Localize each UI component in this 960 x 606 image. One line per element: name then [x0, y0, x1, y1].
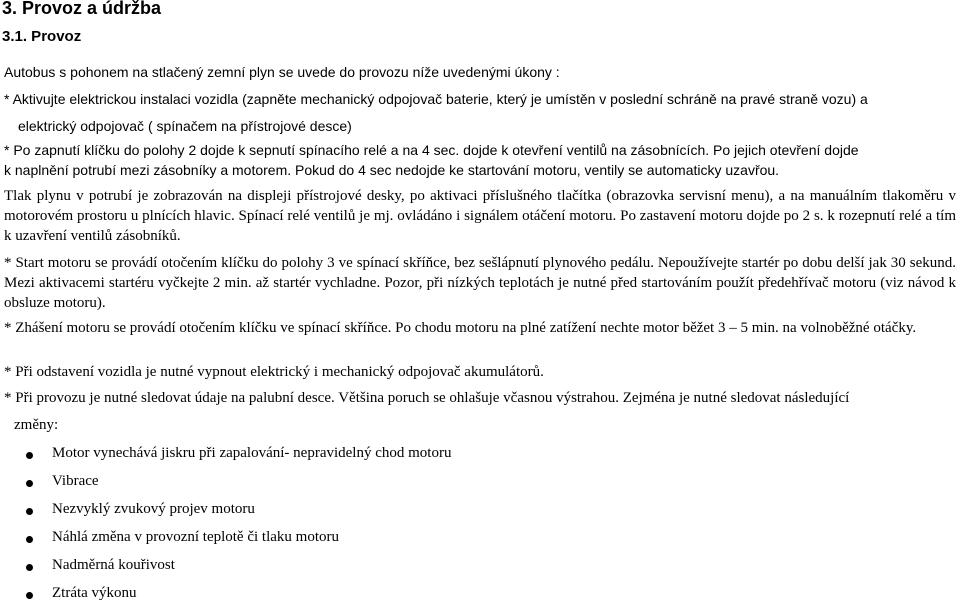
stop-paragraph: * Zhášení motoru se provádí otočením klíčku ve spínací skříňce. Po chodu motoru na plné zatížení nechte motor běžet 3 – 5 min. na volnoběžné otáčky.	[4, 320, 917, 336]
pressure-paragraph: Tlak plynu v potrubí je zobrazován na displeji přístrojové desky, po aktivaci příslušného tlačítka (obrazovka servisní menu), a na manuálním tlakoměru v motorovém prostoru u plnících hlavic. Spínací relé ventilů je mj. ovládáno i signálem otáčení motoru. Po zastavení motoru dojde po 2 s. k rozepnutí relé a tím k uzavření ventilů zásobníků.	[4, 188, 956, 244]
list-item-text: Vibrace	[52, 473, 99, 489]
step1-line2: elektrický odpojovač ( spínačem na přístrojové desce)	[18, 118, 352, 134]
list-item-text: Nezvyklý zvukový projev motoru	[52, 501, 255, 517]
bullet-icon	[26, 452, 33, 459]
bullet-icon	[26, 536, 33, 543]
list-item-text: Motor vynechává jiskru při zapalování- nepravidelný chod motoru	[52, 445, 452, 461]
section-title: 3. Provoz a údržba	[2, 0, 162, 18]
start-paragraph: * Start motoru se provádí otočením klíčku do polohy 3 ve spínací skříňce, bez sešlápnutí plynového pedálu. Nepoužívejte startér po dobu delší jak 30 sekund. Mezi aktivacemi startéru vyčkejte 2 min. až startér vychladne. Pozor, při nízkých teplotách je nutné před startováním použít předehřívač motoru (viz návod k obsluze motoru).	[4, 255, 956, 311]
step1-line1: * Aktivujte elektrickou instalaci vozidla (zapněte mechanický odpojovač baterie, který je umístěn v poslední schráně na pravé straně vozu) a	[4, 91, 868, 107]
list-item-text: Ztráta výkonu	[52, 585, 137, 601]
bullet-icon	[26, 508, 33, 515]
bullet-icon	[26, 564, 33, 571]
step2-line2: k naplnění potrubí mezi zásobníky a motorem. Pokud do 4 sec nedojde ke startování motoru, ventily se automaticky uzavřou.	[4, 162, 780, 178]
step2-line1: * Po zapnutí klíčku do polohy 2 dojde k sepnutí spínacího relé a na 4 sec. dojde k otevření ventilů na zásobnících. Po jejich otevření dojde	[4, 142, 859, 158]
monitor-line2: změny:	[14, 417, 59, 433]
bullet-icon	[26, 592, 33, 599]
subsection-title: 3.1. Provoz	[2, 28, 82, 45]
parking-paragraph: * Při odstavení vozidla je nutné vypnout elektrický i mechanický odpojovač akumulátorů.	[4, 364, 544, 380]
bullet-icon	[26, 480, 33, 487]
list-item-text: Nadměrná kouřivost	[52, 557, 175, 573]
intro-text: Autobus s pohonem na stlačený zemní plyn se uvede do provozu níže uvedenými úkony :	[4, 64, 560, 80]
list-item-text: Náhlá změna v provozní teplotě či tlaku motoru	[52, 529, 339, 545]
monitor-line1: * Při provozu je nutné sledovat údaje na palubní desce. Většina poruch se ohlašuje včasnou výstrahou. Zejména je nutné sledovat následující	[4, 390, 850, 406]
